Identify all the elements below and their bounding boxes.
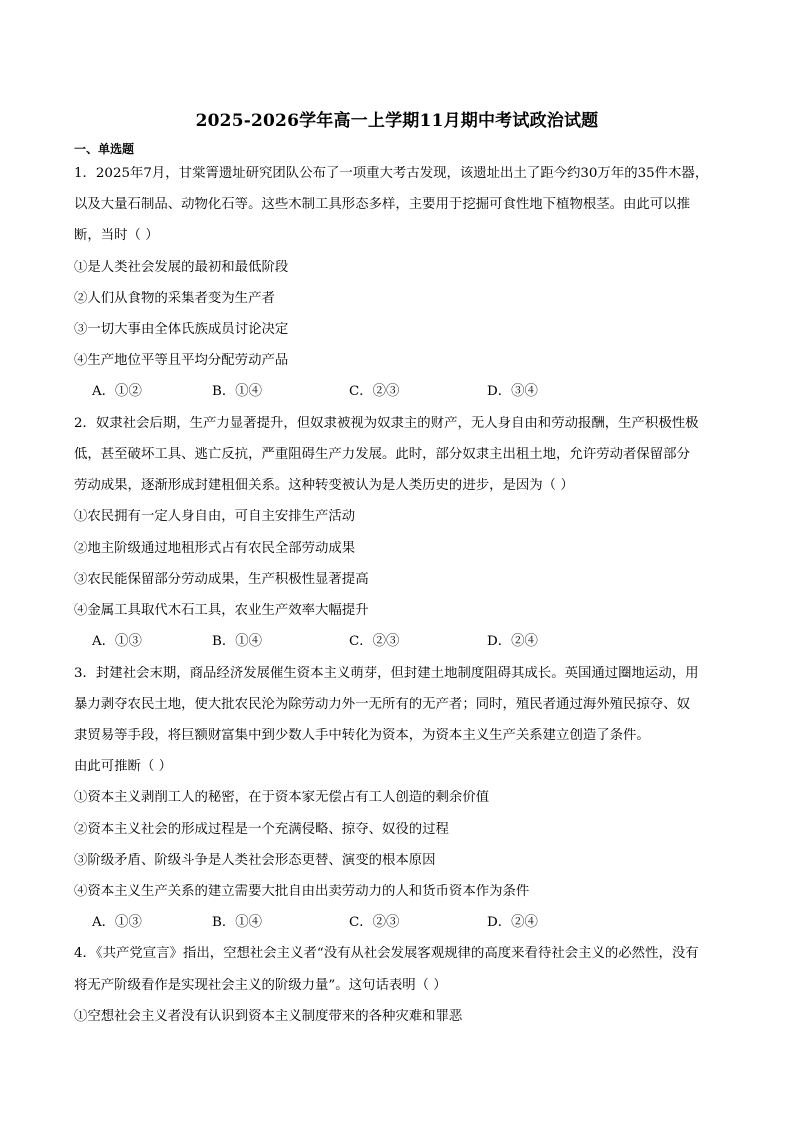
q3-stem-line-3: 隶贸易等手段，将巨额财富集中到少数人手中转化为资本，为资本主义生产关系建立创造了条件。 bbox=[74, 728, 650, 743]
q1-option-d[interactable]: D．③④ bbox=[487, 384, 538, 399]
q1-stem-line-3: 断，当时（ ） bbox=[74, 228, 159, 243]
q1-statement-1: ①是人类社会发展的最初和最低阶段 bbox=[74, 260, 289, 275]
q3-statement-1: ①资本主义剥削工人的秘密，在于资本家无偿占有工人创造的剩余价值 bbox=[74, 790, 490, 805]
q2-statement-1: ①农民拥有一定人身自由，可自主安排生产活动 bbox=[74, 509, 356, 524]
q3-option-c[interactable]: C．②③ bbox=[349, 915, 400, 930]
q3-statement-2: ②资本主义社会的形成过程是一个充满侵略、掠夺、奴役的过程 bbox=[74, 822, 449, 837]
q2-option-a[interactable]: A．①③ bbox=[92, 634, 142, 649]
q3-option-a[interactable]: A．①③ bbox=[92, 915, 142, 930]
q3-stem-line-1: 3．封建社会末期，商品经济发展催生资本主义萌芽，但封建土地制度阻碍其成长。英国通过圈地运动，用 bbox=[74, 666, 699, 681]
q3-option-d[interactable]: D．②④ bbox=[487, 915, 538, 930]
q1-option-c[interactable]: C．②③ bbox=[349, 384, 400, 399]
q2-option-b[interactable]: B．①④ bbox=[212, 634, 263, 649]
q2-statement-2: ②地主阶级通过地租形式占有农民全部劳动成果 bbox=[74, 541, 356, 556]
q1-stem-line-2: 以及大量石制品、动物化石等。这些木制工具形态多样，主要用于挖掘可食性地下植物根茎。由此可以推 bbox=[74, 197, 690, 212]
q1-statement-2: ②人们从食物的采集者变为生产者 bbox=[74, 291, 275, 306]
q1-option-b[interactable]: B．①④ bbox=[212, 384, 263, 399]
q1-statement-4: ④生产地位平等且平均分配劳动产品 bbox=[74, 353, 289, 368]
q3-option-b[interactable]: B．①④ bbox=[212, 915, 263, 930]
q2-option-d[interactable]: D．②④ bbox=[487, 634, 538, 649]
q3-statement-4: ④资本主义生产关系的建立需要大批自由出卖劳动力的人和货币资本作为条件 bbox=[74, 884, 530, 899]
section-heading: 一、单选题 bbox=[74, 142, 135, 156]
q3-stem-line-4: 由此可推断（ ） bbox=[74, 759, 172, 774]
page-title: 2025-2026学年高一上学期11月期中考试政治试题 bbox=[195, 111, 599, 131]
q2-statement-3: ③农民能保留部分劳动成果，生产积极性显著提高 bbox=[74, 572, 369, 587]
q4-statement-1: ①空想社会主义者没有认识到资本主义制度带来的各种灾难和罪恶 bbox=[74, 1009, 463, 1024]
q2-stem-line-1: 2．奴隶社会后期，生产力显著提升，但奴隶被视为奴隶主的财产，无人身自由和劳动报酬，生产积极性极 bbox=[74, 416, 699, 431]
q1-option-a[interactable]: A．①② bbox=[92, 384, 142, 399]
q3-statement-3: ③阶级矛盾、阶级斗争是人类社会形态更替、演变的根本原因 bbox=[74, 853, 436, 868]
q1-stem-line-1: 1．2025年7月，甘棠箐遗址研究团队公布了一项重大考古发现，该遗址出土了距今约30万年的35件木器， bbox=[74, 166, 709, 181]
q1-statement-3: ③一切大事由全体氏族成员讨论决定 bbox=[74, 322, 289, 337]
q2-statement-4: ④金属工具取代木石工具，农业生产效率大幅提升 bbox=[74, 603, 369, 618]
q2-stem-line-3: 劳动成果，逐渐形成封建租佃关系。这种转变被认为是人类历史的进步，是因为（ ） bbox=[74, 478, 574, 493]
q4-stem-line-1: 4．《共产党宣言》指出，空想社会主义者“没有从社会发展客观规律的高度来看待社会主义的必然性，没有 bbox=[74, 946, 699, 961]
q2-option-c[interactable]: C．②③ bbox=[349, 634, 400, 649]
q4-stem-line-2: 将无产阶级看作是实现社会主义的阶级力量”。这句话表明（ ） bbox=[74, 978, 447, 993]
q2-stem-line-2: 低，甚至破坏工具、逃亡反抗，严重阻碍生产力发展。此时，部分奴隶主出租土地，允许劳动者保留部分 bbox=[74, 447, 690, 462]
q3-stem-line-2: 暴力剥夺农民土地，使大批农民沦为除劳动力外一无所有的无产者；同时，殖民者通过海外殖民掠夺、奴 bbox=[74, 697, 690, 712]
